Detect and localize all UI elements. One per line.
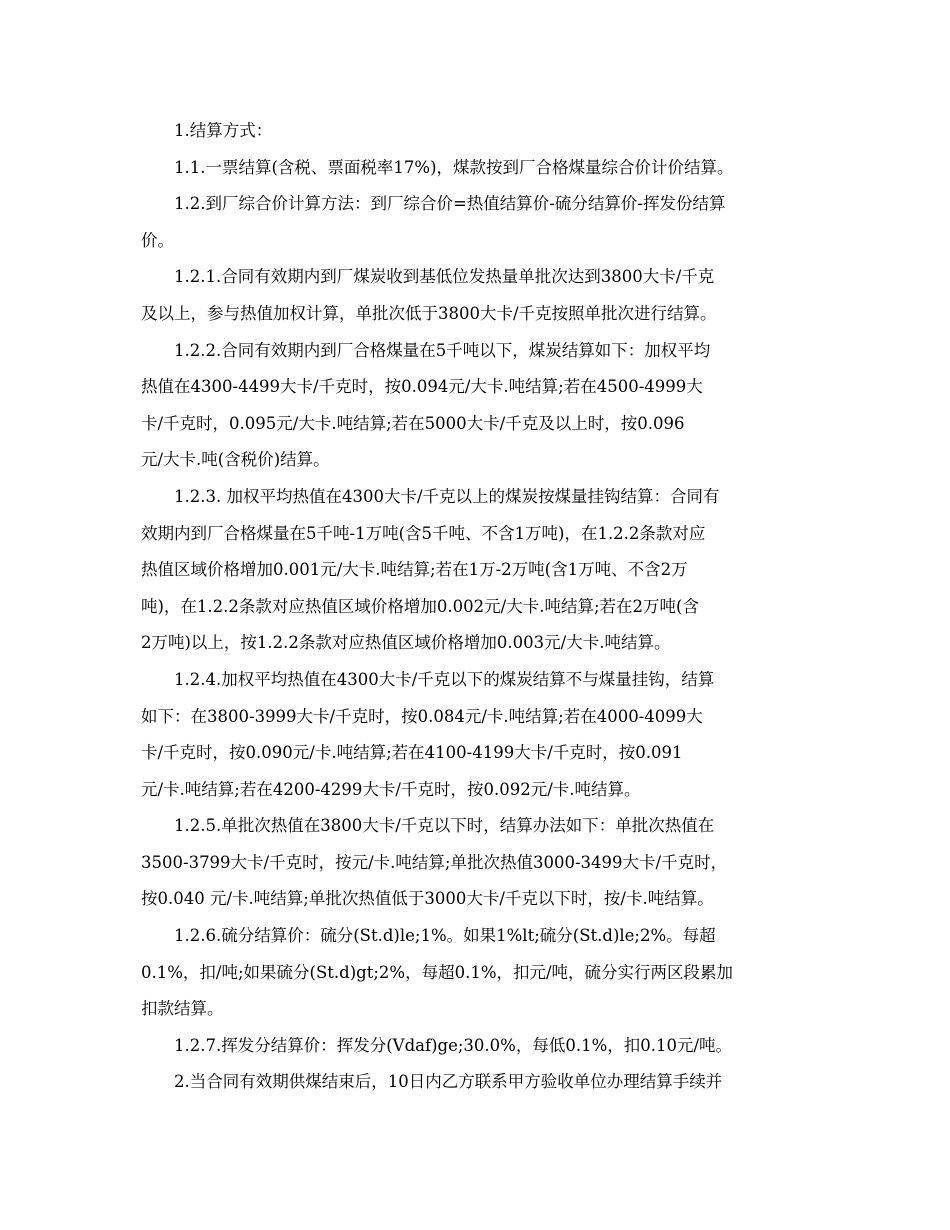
text-line: 热值区域价格增加0.001元/大卡.吨结算;若在1万-2万吨(含1万吨、不含2万	[141, 560, 688, 580]
text-line: 1.2.1.合同有效期内到厂煤炭收到基低位发热量单批次达到3800大卡/千克	[174, 267, 715, 287]
text-line: 及以上，参与热值加权计算，单批次低于3800大卡/千克按照单批次进行结算。	[141, 303, 717, 323]
paragraph	[141, 918, 811, 1028]
text-line: 热值在4300-4499大卡/千克时，按0.094元/大卡.吨结算;若在4500-4999大	[141, 377, 703, 397]
paragraph	[141, 1028, 811, 1065]
paragraph	[141, 662, 811, 808]
text-line: 0.1%，扣/吨;如果硫分(St.d)gt;2%，每超0.1%，扣元/吨，硫分实行两区段累加	[141, 962, 734, 982]
text-line: 1.2.5.单批次热值在3800大卡/千克以下时，结算办法如下：单批次热值在	[174, 816, 715, 836]
text-line: 2万吨)以上，按1.2.2条款对应热值区域价格增加0.003元/大卡.吨结算。	[141, 633, 671, 653]
paragraph	[141, 333, 811, 479]
text-line: 如下：在3800-3999大卡/千克时，按0.084元/卡.吨结算;若在4000-4099大	[141, 706, 703, 726]
text-line: 1.2.6.硫分结算价：硫分(St.d)le;1%。如果1%lt;硫分(St.d)le;2%。每超	[174, 926, 716, 946]
document-body	[141, 113, 811, 1101]
paragraph	[141, 1064, 811, 1101]
text-line: 吨)，在1.2.2条款对应热值区域价格增加0.002元/大卡.吨结算;若在2万吨(含	[141, 596, 699, 616]
paragraph	[141, 150, 811, 187]
paragraph	[141, 808, 811, 918]
paragraph	[141, 186, 811, 259]
text-line: 元/卡.吨结算;若在4200-4299大卡/千克时，按0.092元/卡.吨结算。	[141, 779, 641, 799]
text-line: 卡/千克时，按0.090元/卡.吨结算;若在4100-4199大卡/千克时，按0.091	[141, 743, 683, 763]
paragraph	[141, 113, 811, 150]
text-line: 1.结算方式：	[174, 121, 273, 140]
text-line: 1.2.4.加权平均热值在4300大卡/千克以下的煤炭结算不与煤量挂钩，结算	[174, 669, 715, 689]
text-line: 2.当合同有效期供煤结束后，10日内乙方联系甲方验收单位办理结算手续并	[174, 1072, 723, 1092]
text-line: 1.2.2.合同有效期内到厂合格煤量在5千吨以下，煤炭结算如下：加权平均	[174, 340, 711, 360]
text-line: 1.2.7.挥发分结算价：挥发分(Vdaf)ge;30.0%，每低0.1%，扣0.10元/吨。	[174, 1035, 733, 1055]
text-line: 扣款结算。	[141, 999, 224, 1019]
text-line: 按0.040 元/卡.吨结算;单批次热值低于3000大卡/千克以下时，按/卡.吨结算。	[141, 889, 714, 909]
paragraph	[141, 259, 811, 332]
text-line: 卡/千克时，0.095元/大卡.吨结算;若在5000大卡/千克及以上时，按0.096	[141, 413, 685, 433]
text-line: 1.2.3. 加权平均热值在4300大卡/千克以上的煤炭按煤量挂钩结算：合同有	[174, 486, 720, 506]
text-line: 元/大卡.吨(含税价)结算。	[141, 450, 330, 470]
paragraph	[141, 479, 811, 662]
text-line: 1.2.到厂综合价计算方法：到厂综合价=热值结算价-硫分结算价-挥发份结算	[174, 194, 726, 214]
text-line: 价。	[141, 230, 174, 250]
text-line: 3500-3799大卡/千克时，按元/卡.吨结算;单批次热值3000-3499大卡/千克时，	[141, 852, 728, 872]
text-line: 1.1.一票结算(含税、票面税率17%)，煤款按到厂合格煤量综合价计价结算。	[174, 157, 734, 177]
text-line: 效期内到厂合格煤量在5千吨-1万吨(含5千吨、不含1万吨)，在1.2.2条款对应	[141, 523, 706, 543]
